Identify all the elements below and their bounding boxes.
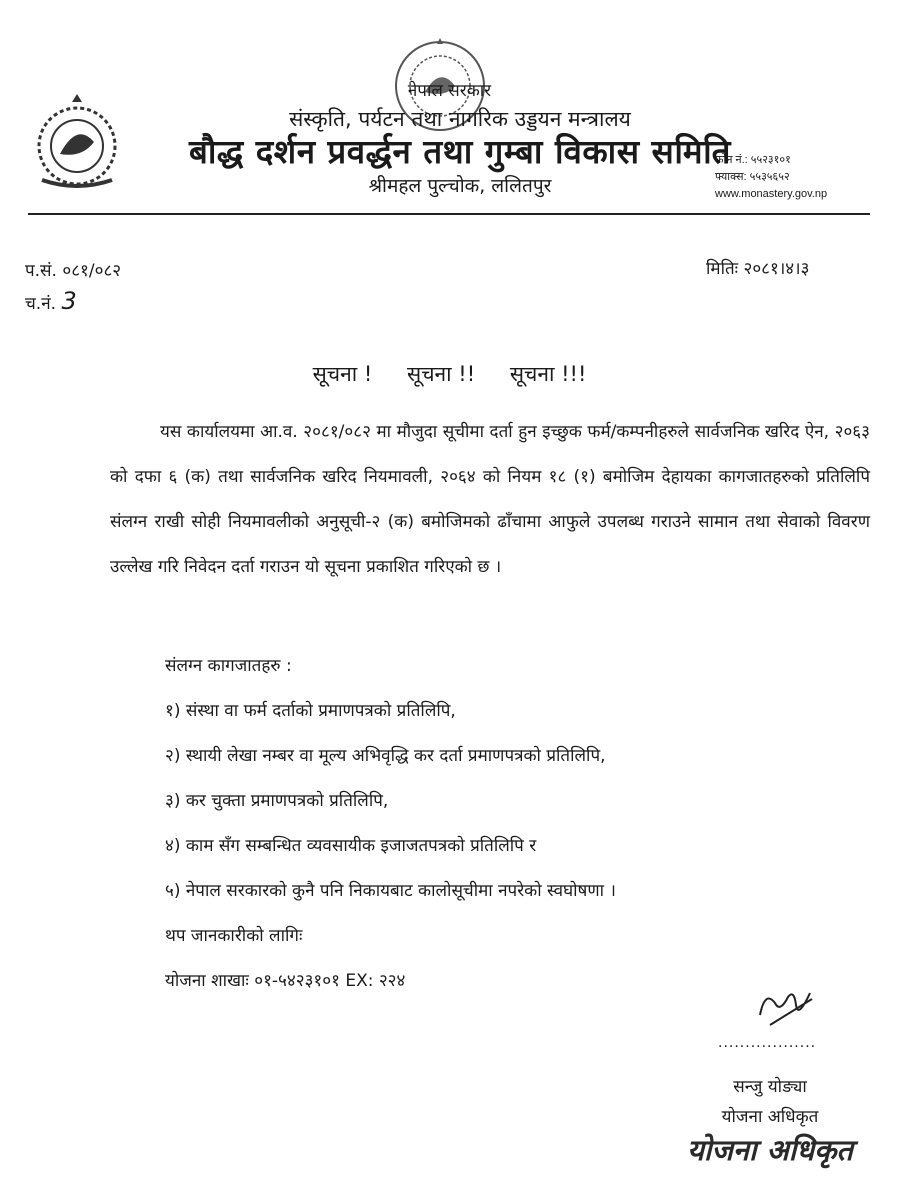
more-info-heading: थप जानकारीको लागिः <box>165 926 303 946</box>
ministry-name: संस्कृति, पर्यटन तथा नागरिक उड्डयन मन्त्रालय <box>289 107 631 131</box>
chalani-number: 3 <box>61 287 77 315</box>
notice-title-3: सूचना !!! <box>509 362 587 386</box>
signer-block <box>690 1072 850 1132</box>
contact-block <box>715 152 885 203</box>
phone-number: फोन नं.: ५५२३१०१ <box>715 154 791 166</box>
website: www.monastery.gov.np <box>715 188 828 200</box>
chalani-line <box>25 286 121 319</box>
notice-body <box>110 410 870 590</box>
handwritten-signature-icon <box>750 985 820 1030</box>
signature-line: .................. <box>718 1035 817 1051</box>
patra-sankhya: प.सं. ०८१/०८२ <box>25 261 122 281</box>
header-divider <box>28 213 870 215</box>
signer-designation: योजना अधिकृत <box>721 1107 819 1127</box>
attachments-section <box>165 648 865 1008</box>
attachment-item: ५) नेपाल सरकारको कुनै पनि निकायबाट कालोसूचीमा नपरेको स्वघोषणा । <box>165 881 616 901</box>
government-name: नेपाल सरकार <box>407 81 492 101</box>
attachment-item: १) संस्था वा फर्म दर्ताको प्रमाणपत्रको प्रतिलिपि, <box>165 701 456 721</box>
notice-title <box>0 360 899 388</box>
attachment-item: ४) काम सँग सम्बन्धित व्यवसायीक इजाजतपत्रको प्रतिलिपि र <box>165 836 537 856</box>
organization-name: बौद्ध दर्शन प्रवर्द्धन तथा गुम्बा विकास समिति <box>189 132 731 171</box>
reference-block <box>25 256 121 319</box>
attachment-item: ३) कर चुक्ता प्रमाणपत्रको प्रतिलिपि, <box>165 791 389 811</box>
organization-address: श्रीमहल पुल्चोक, ललितपुर <box>368 175 552 197</box>
document-date: मितिः २०८१।४।३ <box>706 259 810 279</box>
notice-title-2: सूचना !! <box>407 362 476 386</box>
notice-title-1: सूचना ! <box>312 362 373 386</box>
signer-name: सन्जु योङ्या <box>733 1077 807 1097</box>
attachments-heading: संलग्न कागजातहरु : <box>165 656 292 676</box>
attachment-item: २) स्थायी लेखा नम्बर वा मूल्य अभिवृद्धि कर दर्ता प्रमाणपत्रको प्रतिलिपि, <box>165 746 606 766</box>
nepal-government-emblem-icon <box>22 92 132 192</box>
chalani-label: च.नं. <box>25 294 57 314</box>
designation-rubber-stamp: योजना अधिकृत <box>687 1133 853 1167</box>
notice-body-text: यस कार्यालयमा आ.व. २०८१/०८२ मा मौजुदा सूचीमा दर्ता हुन इच्छुक फर्म/कम्पनीहरुले सार्वजनिक खरिद ऐन, २०६३ को दफा ६ (क) तथा सार्वजनिक खरिद नियमावली, २०६४ को नियम १८ (१) बमोजिम देहायका कागजातहरुको प्रतिलिपि संलग्न राखी सोही नियमावलीको अनुसूची-२ (क) बमोजिमको ढाँचामा आफुले उपलब्ध गराउने सामान तथा सेवाको विवरण उल्लेख गरि निवेदन दर्ता गराउन यो सूचना प्रकाशित गरिएको छ । <box>110 422 870 577</box>
contact-line: योजना शाखाः ०१-५४२३१०१ EX: २२४ <box>165 971 406 991</box>
fax-number: फ्याक्स: ५५३५६५२ <box>715 171 790 183</box>
